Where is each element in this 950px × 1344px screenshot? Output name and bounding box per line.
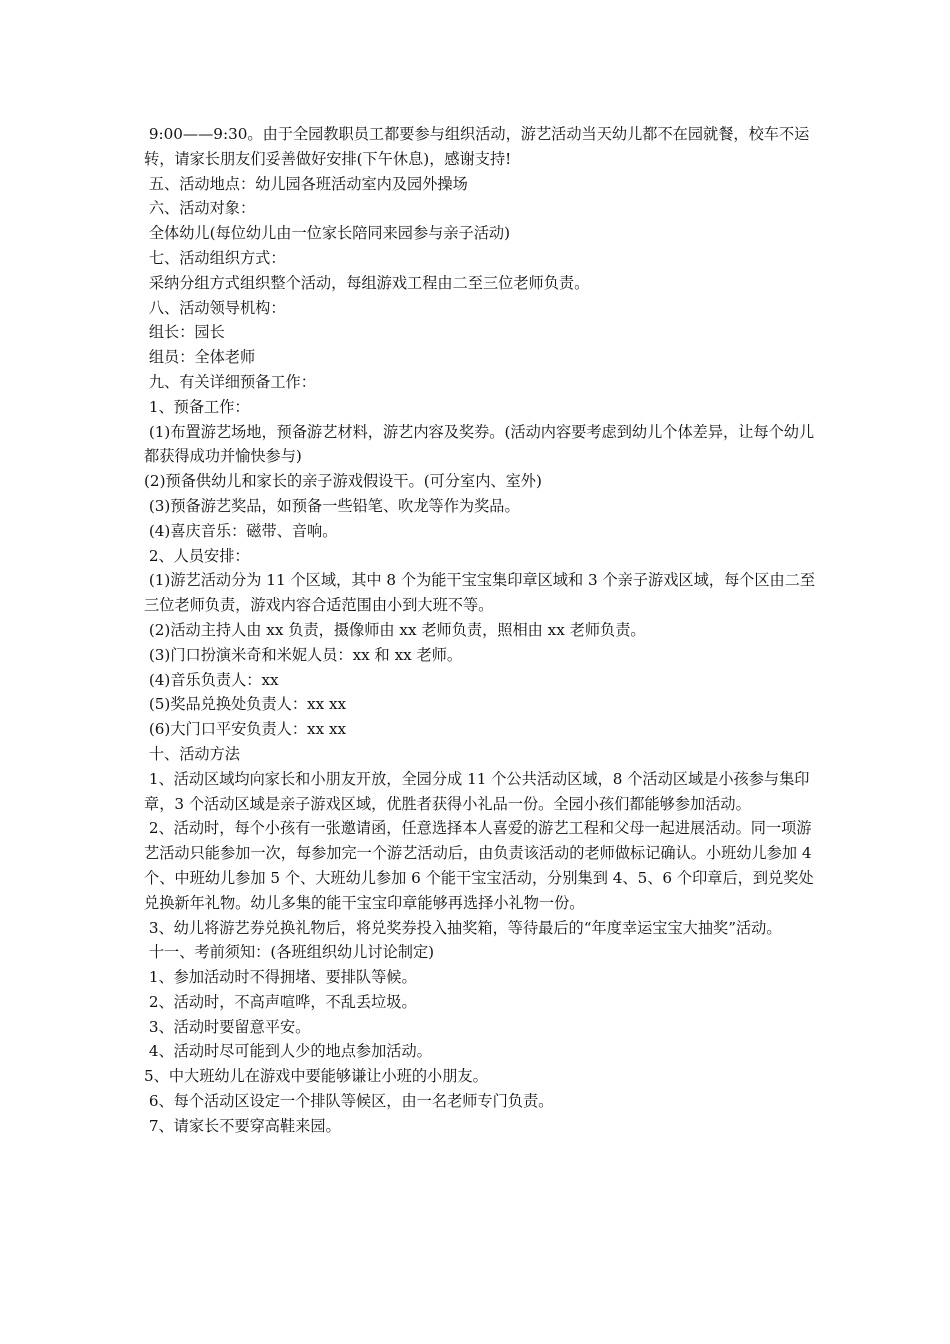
paragraph: 9:00——9:30。由于全园教职员工都要参与组织活动，游艺活动当天幼儿都不在园就餐，校车不运转，请家长朋友们妥善做好安排(下午休息)，感谢支持! <box>144 125 810 168</box>
subheading: 1、预备工作： <box>144 397 250 416</box>
list-item: 组员：全体老师 <box>144 348 256 367</box>
list-item: 组长：园长 <box>144 323 225 342</box>
section-heading-location: 五、活动地点：幼儿园各班活动室内及园外操场 <box>144 174 468 193</box>
list-item: 2、活动时，每个小孩有一张邀请函，任意选择本人喜爱的游艺工程和父母一起进展活动。同一项游艺活动只能参加一次，每参加完一个游艺活动后，由负责该活动的老师做标记确认。小班幼儿参加 4 个、中班幼儿参加 5 个、大班幼儿参加 6 个能干宝宝活动，分别集到 4、5、6 个印章后，到兑奖处兑换新年礼物。幼儿多集的能干宝宝印章能够再选择小礼物一份。 <box>144 819 817 912</box>
section-heading-method: 十、活动方法 <box>144 744 240 763</box>
list-item: (2)活动主持人由 xx 负责，摄像师由 xx 老师负责，照相由 xx 老师负责。 <box>144 620 646 639</box>
list-item: (1)游艺活动分为 11 个区域，其中 8 个为能干宝宝集印章区域和 3 个亲子游戏区域，每个区由二至三位老师负责，游戏内容合适范围由小到大班不等。 <box>144 571 816 615</box>
list-item: 5、中大班幼儿在游戏中要能够谦让小班的小朋友。 <box>144 1067 488 1086</box>
list-item: (4)喜庆音乐：磁带、音响。 <box>144 521 338 540</box>
list-item: 2、活动时，不高声喧哗，不乱丢垃圾。 <box>144 992 417 1011</box>
list-item: (4)音乐负责人：xx <box>144 670 279 689</box>
document-body <box>144 122 824 1139</box>
subheading: 2、人员安排： <box>144 546 250 565</box>
section-heading-preparation: 九、有关详细预备工作： <box>144 372 316 391</box>
list-item: (1)布置游艺场地，预备游艺材料，游艺内容及奖券。(活动内容要考虑到幼儿个体差异，让每个幼儿都获得成功并愉快参与) <box>144 422 815 466</box>
list-item: (6)大门口平安负责人：xx xx <box>144 720 347 739</box>
paragraph: 全体幼儿(每位幼儿由一位家长陪同来园参与亲子活动) <box>144 224 510 243</box>
list-item: 3、幼儿将游艺券兑换礼物后，将兑奖券投入抽奖箱，等待最后的“年度幸运宝宝大抽奖”活动。 <box>144 918 782 937</box>
list-item: (5)奖品兑换处负责人：xx xx <box>144 695 347 714</box>
list-item: (3)门口扮演米奇和米妮人员：xx 和 xx 老师。 <box>144 645 463 664</box>
section-heading-audience: 六、活动对象： <box>144 199 256 218</box>
list-item: (3)预备游艺奖品，如预备一些铅笔、吹龙等作为奖品。 <box>144 496 520 515</box>
list-item: 6、每个活动区设定一个排队等候区，由一名老师专门负责。 <box>144 1092 554 1111</box>
list-item: 3、活动时要留意平安。 <box>144 1017 311 1036</box>
paragraph: 采纳分组方式组织整个活动，每组游戏工程由二至三位老师负责。 <box>144 273 590 292</box>
list-item: 1、参加活动时不得拥堵、要排队等候。 <box>144 968 417 987</box>
list-item: 4、活动时尽可能到人少的地点参加活动。 <box>144 1042 432 1061</box>
list-item: 1、活动区域均向家长和小朋友开放，全园分成 11 个公共活动区域，8 个活动区域是小孩参与集印章，3 个活动区域是亲子游戏区域，优胜者获得小礼品一份。全园小孩们都能够参加活动。 <box>144 769 810 813</box>
section-heading-notes: 十一、考前须知：(各班组织幼儿讨论制定) <box>144 943 435 962</box>
list-item: (2)预备供幼儿和家长的亲子游戏假设干。(可分室内、室外) <box>144 472 542 491</box>
list-item: 7、请家长不要穿高鞋来园。 <box>144 1116 341 1135</box>
section-heading-leadership: 八、活动领导机构： <box>144 298 286 317</box>
section-heading-organization: 七、活动组织方式： <box>144 248 286 267</box>
